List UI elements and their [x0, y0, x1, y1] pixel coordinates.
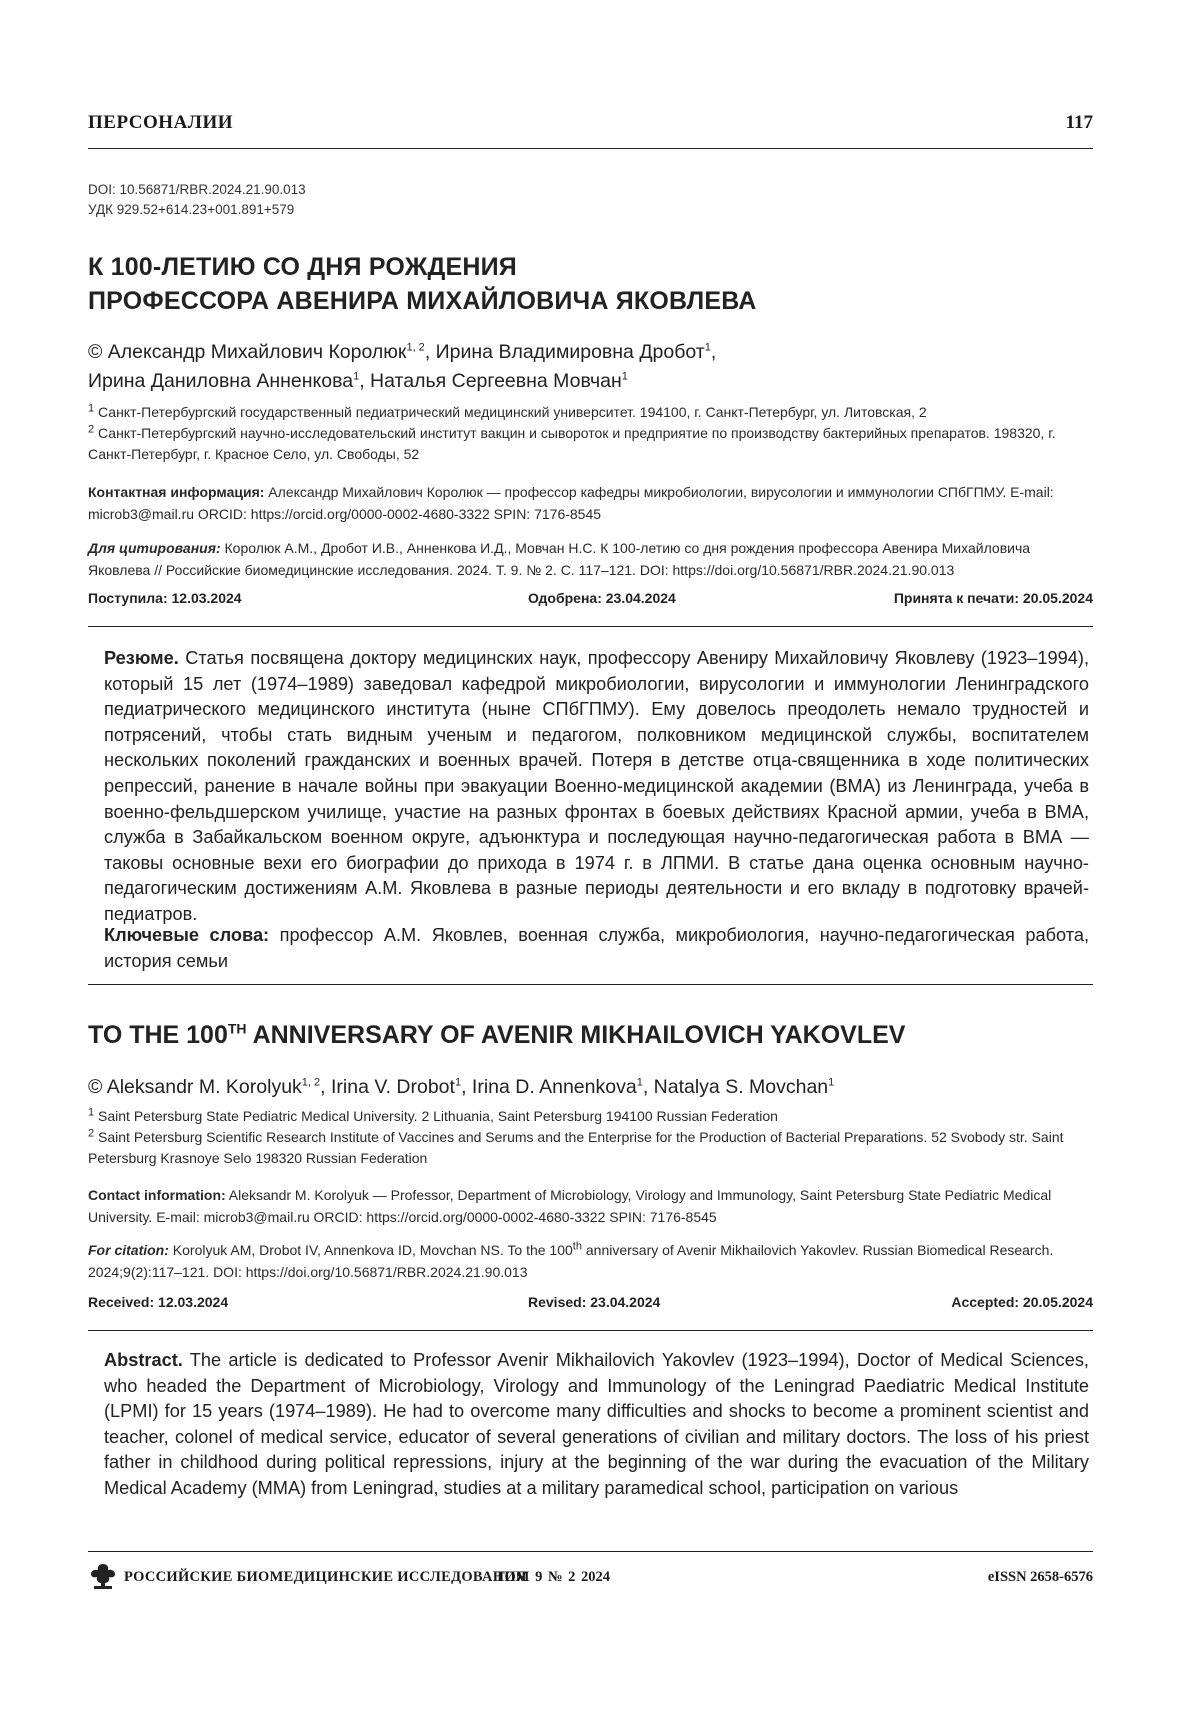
affiliations-english — [88, 1106, 1088, 1169]
udc: УДК 929.52+614.23+001.891+579 — [88, 202, 295, 217]
keywords-text: профессор А.М. Яковлев, военная служба, микробиология, научно-педагогическая работа, история семьи — [104, 925, 1090, 971]
author-separator: , — [359, 370, 371, 392]
abstract-text: The article is dedicated to Professor Avenir Mikhailovich Yakovlev (1923–1994), Doctor of Medical Sciences, who headed the Department of Microbiology, Virology and Immunology of the Leningrad Paediatric Medical Institute (LPMI) for 15 years (1974–1989). He had to overcome many difficulties and shocks to become a prominent scientist and teacher, colonel of medical service, educator of several generations of civilian and military doctors. The loss of his priest father in childhood during political repressions, injury at the beginning of the war during the evacuation of the Military Medical Academy (MMA) from Leningrad, studies at a military paramedical school, participation on various — [104, 1350, 1089, 1498]
affiliation-number: 2 — [88, 423, 95, 436]
author-name: © Александр Михайлович Королюк — [88, 341, 407, 363]
citation-text: Korolyuk AM, Drobot IV, Annenkova ID, Movchan NS. To the 100 — [168, 1242, 573, 1258]
author-affil-sup: 1, 2 — [301, 1076, 321, 1089]
affiliation — [88, 423, 1088, 465]
author-separator: , — [320, 1076, 331, 1098]
volume-issue: ТОМ 9 № 2 2024 — [495, 1569, 611, 1585]
title-en-text: TO THE 100 — [88, 1021, 228, 1049]
author-affil-sup: 1 — [353, 370, 360, 383]
contact-label: Контактная информация: — [88, 484, 265, 500]
citation-english — [88, 1239, 1088, 1283]
author-affil-sup: 1, 2 — [406, 341, 425, 354]
section-divider — [88, 984, 1093, 985]
affiliation-number: 2 — [88, 1127, 95, 1140]
contact-label: Contact information: — [88, 1187, 226, 1203]
affiliation — [88, 1127, 1088, 1169]
citation-russian — [88, 537, 1088, 581]
author-separator: , — [424, 341, 436, 363]
accepted-date: Accepted: 20.05.2024 — [951, 1294, 1093, 1310]
revised-date: Revised: 23.04.2024 — [528, 1294, 661, 1310]
abstract-english — [104, 1348, 1089, 1502]
author-name: Irina V. Drobot — [331, 1076, 455, 1098]
affiliation-text: Saint Petersburg State Pediatric Medical University. 2 Lithuania, Saint Petersburg 194100 Russian Federation — [94, 1108, 778, 1124]
contact-text: Aleksandr M. Korolyuk — Professor, Department of Microbiology, Virology and Immunology, Saint Petersburg State Pediatric Medical University. E-mail: microb3@mail.ru ORCID: https://orcid.org/0000-0002-4680-3322 SPIN: 7176-8545 — [88, 1187, 1052, 1225]
contact-info-russian — [88, 481, 1088, 525]
author-affil-sup: 1 — [828, 1076, 835, 1089]
revised-date: Одобрена: 23.04.2024 — [528, 590, 676, 606]
abstract-russian — [104, 646, 1089, 928]
abstract-label: Резюме. — [104, 648, 179, 668]
page-number: 117 — [1065, 112, 1093, 133]
dates-english — [88, 1294, 1093, 1331]
article-identifiers — [88, 180, 306, 220]
keywords-russian — [104, 923, 1089, 974]
citation-text: anniversary of Avenir Mikhailovich Yakovlev. Russian Biomedical Research. 2024;9(2):117–121. DOI: https://doi.org/10.56871/RBR.2024.21.90.013 — [88, 1242, 1054, 1280]
received-date: Received: 12.03.2024 — [88, 1294, 229, 1310]
citation-label: For citation: — [88, 1242, 169, 1258]
author-name: Наталья Сергеевна Мовчан — [370, 370, 622, 392]
author-name: © Aleksandr M. Korolyuk — [88, 1076, 302, 1098]
author-name: Ирина Владимировна Дробот — [435, 341, 705, 363]
author-name: Irina D. Annenkova — [471, 1076, 637, 1098]
running-header — [88, 112, 1093, 149]
authors-russian — [88, 338, 1088, 396]
title-en-text: ANNIVERSARY OF AVENIR MIKHAILOVICH YAKOVLEV — [246, 1021, 906, 1049]
author-affil-sup: 1 — [621, 370, 628, 383]
author-separator: , — [642, 1076, 654, 1098]
author-affil-sup: 1 — [454, 1076, 462, 1089]
contact-text: Александр Михайлович Королюк — профессор кафедры микробиологии, вирусологии и иммунологии СПбГПМУ. E-mail: microb3@mail.ru ORCID: https://orcid.org/0000-0002-4680-3322 SPIN: 7176-8545 — [88, 484, 1054, 522]
title-en-sup: TH — [227, 1020, 247, 1037]
journal-logo-icon — [88, 1562, 118, 1590]
citation-text: Королюк А.М., Дробот И.В., Анненкова И.Д., Мовчан Н.С. К 100-летию со дня рождения профессора Авенира Михайловича Яковлева // Российские биомедицинские исследования. 2024. Т. 9. № 2. С. 117–121. DOI: https://doi.org/10.56871/RBR.2024.21.90.013 — [88, 540, 1031, 578]
title-ru-line-1: К 100-ЛЕТИЮ СО ДНЯ РОЖДЕНИЯ — [88, 253, 517, 281]
journal-name: РОССИЙСКИЕ БИОМЕДИЦИНСКИЕ ИССЛЕДОВАНИЯ — [124, 1569, 527, 1585]
citation-label: Для цитирования: — [88, 540, 221, 556]
title-ru-line-2: ПРОФЕССОРА АВЕНИРА МИХАЙЛОВИЧА ЯКОВЛЕВА — [88, 287, 757, 315]
affiliations-russian — [88, 402, 1088, 465]
authors-english — [88, 1073, 1088, 1102]
affiliation-text: Санкт-Петербургский научно-исследовательский институт вакцин и сывороток и предприятие по производству бактерийных препаратов. 198320, г. Санкт-Петербург, г. Красное Село, ул. Свободы, 52 — [88, 425, 1056, 462]
accepted-date: Принята к печати: 20.05.2024 — [893, 590, 1093, 606]
abstract-label: Abstract. — [104, 1350, 183, 1370]
title-english — [88, 1018, 1088, 1052]
received-date: Поступила: 12.03.2024 — [88, 590, 242, 606]
citation-sup: th — [572, 1240, 582, 1253]
affiliation-number: 1 — [88, 1106, 95, 1119]
affiliation — [88, 402, 1088, 423]
affiliation-number: 1 — [88, 402, 95, 415]
author-name: Natalya S. Movchan — [653, 1076, 829, 1098]
abstract-text: Статья посвящена доктору медицинских наук, профессору Авениру Михайловичу Яковлеву (1923–1994), который 15 лет (1974–1989) заведовал кафедрой микробиологии, вирусологии и иммунологии Ленинградского педиатрического медицинского института (ныне СПбГПМУ). Ему довелось преодолеть немало трудностей и потрясений, чтобы стать видным ученым и педагогом, полковником медицинской службы, воспитателем нескольких поколений гражданских и военных врачей. Потеря в детстве отца-священника в ходе политических репрессий, ранение в начале войны при эвакуации Военно-медицинской академии (ВМА) из Ленинграда, учеба в военно-фельдшерском училище, участие на разных фронтах в боевых действиях Красной армии, учеба в ВМА, служба в Забайкальском военном округе, адъюнктура и последующая научно-педагогическая работа в ВМА — таковы основные вехи его биографии до прихода в 1974 г. в ЛПМИ. В статье дана оценка основным научно-педагогическим достижениям А.М. Яковлева в разные периоды деятельности и его вкладу в подготовку врачей-педиатров. — [104, 648, 1089, 924]
affiliation-text: Saint Petersburg Scientific Research Institute of Vaccines and Serums and the Enterprise for the Production of Bacterial Preparations. 52 Svobody str. Saint Petersburg Krasnoye Selo 198320 Russian Federation — [88, 1129, 1064, 1166]
affiliation — [88, 1106, 1088, 1127]
title-russian — [88, 250, 1088, 318]
contact-info-english — [88, 1184, 1088, 1228]
affiliation-text: Санкт-Петербургский государственный педиатрический медицинский университет. 194100, г. Санкт-Петербург, ул. Литовская, 2 — [94, 404, 927, 420]
keywords-label: Ключевые слова: — [104, 925, 270, 945]
doi[interactable]: DOI: 10.56871/RBR.2024.21.90.013 — [88, 182, 306, 197]
author-affil-sup: 1 — [704, 341, 711, 354]
author-separator: , — [710, 341, 717, 363]
author-separator: , — [461, 1076, 472, 1098]
section-title: ПЕРСОНАЛИИ — [88, 112, 234, 133]
running-footer — [88, 1551, 1093, 1602]
dates-russian — [88, 590, 1093, 627]
author-affil-sup: 1 — [636, 1076, 643, 1089]
issn: eISSN 2658-6576 — [987, 1569, 1093, 1585]
author-name: Ирина Даниловна Анненкова — [88, 370, 354, 392]
